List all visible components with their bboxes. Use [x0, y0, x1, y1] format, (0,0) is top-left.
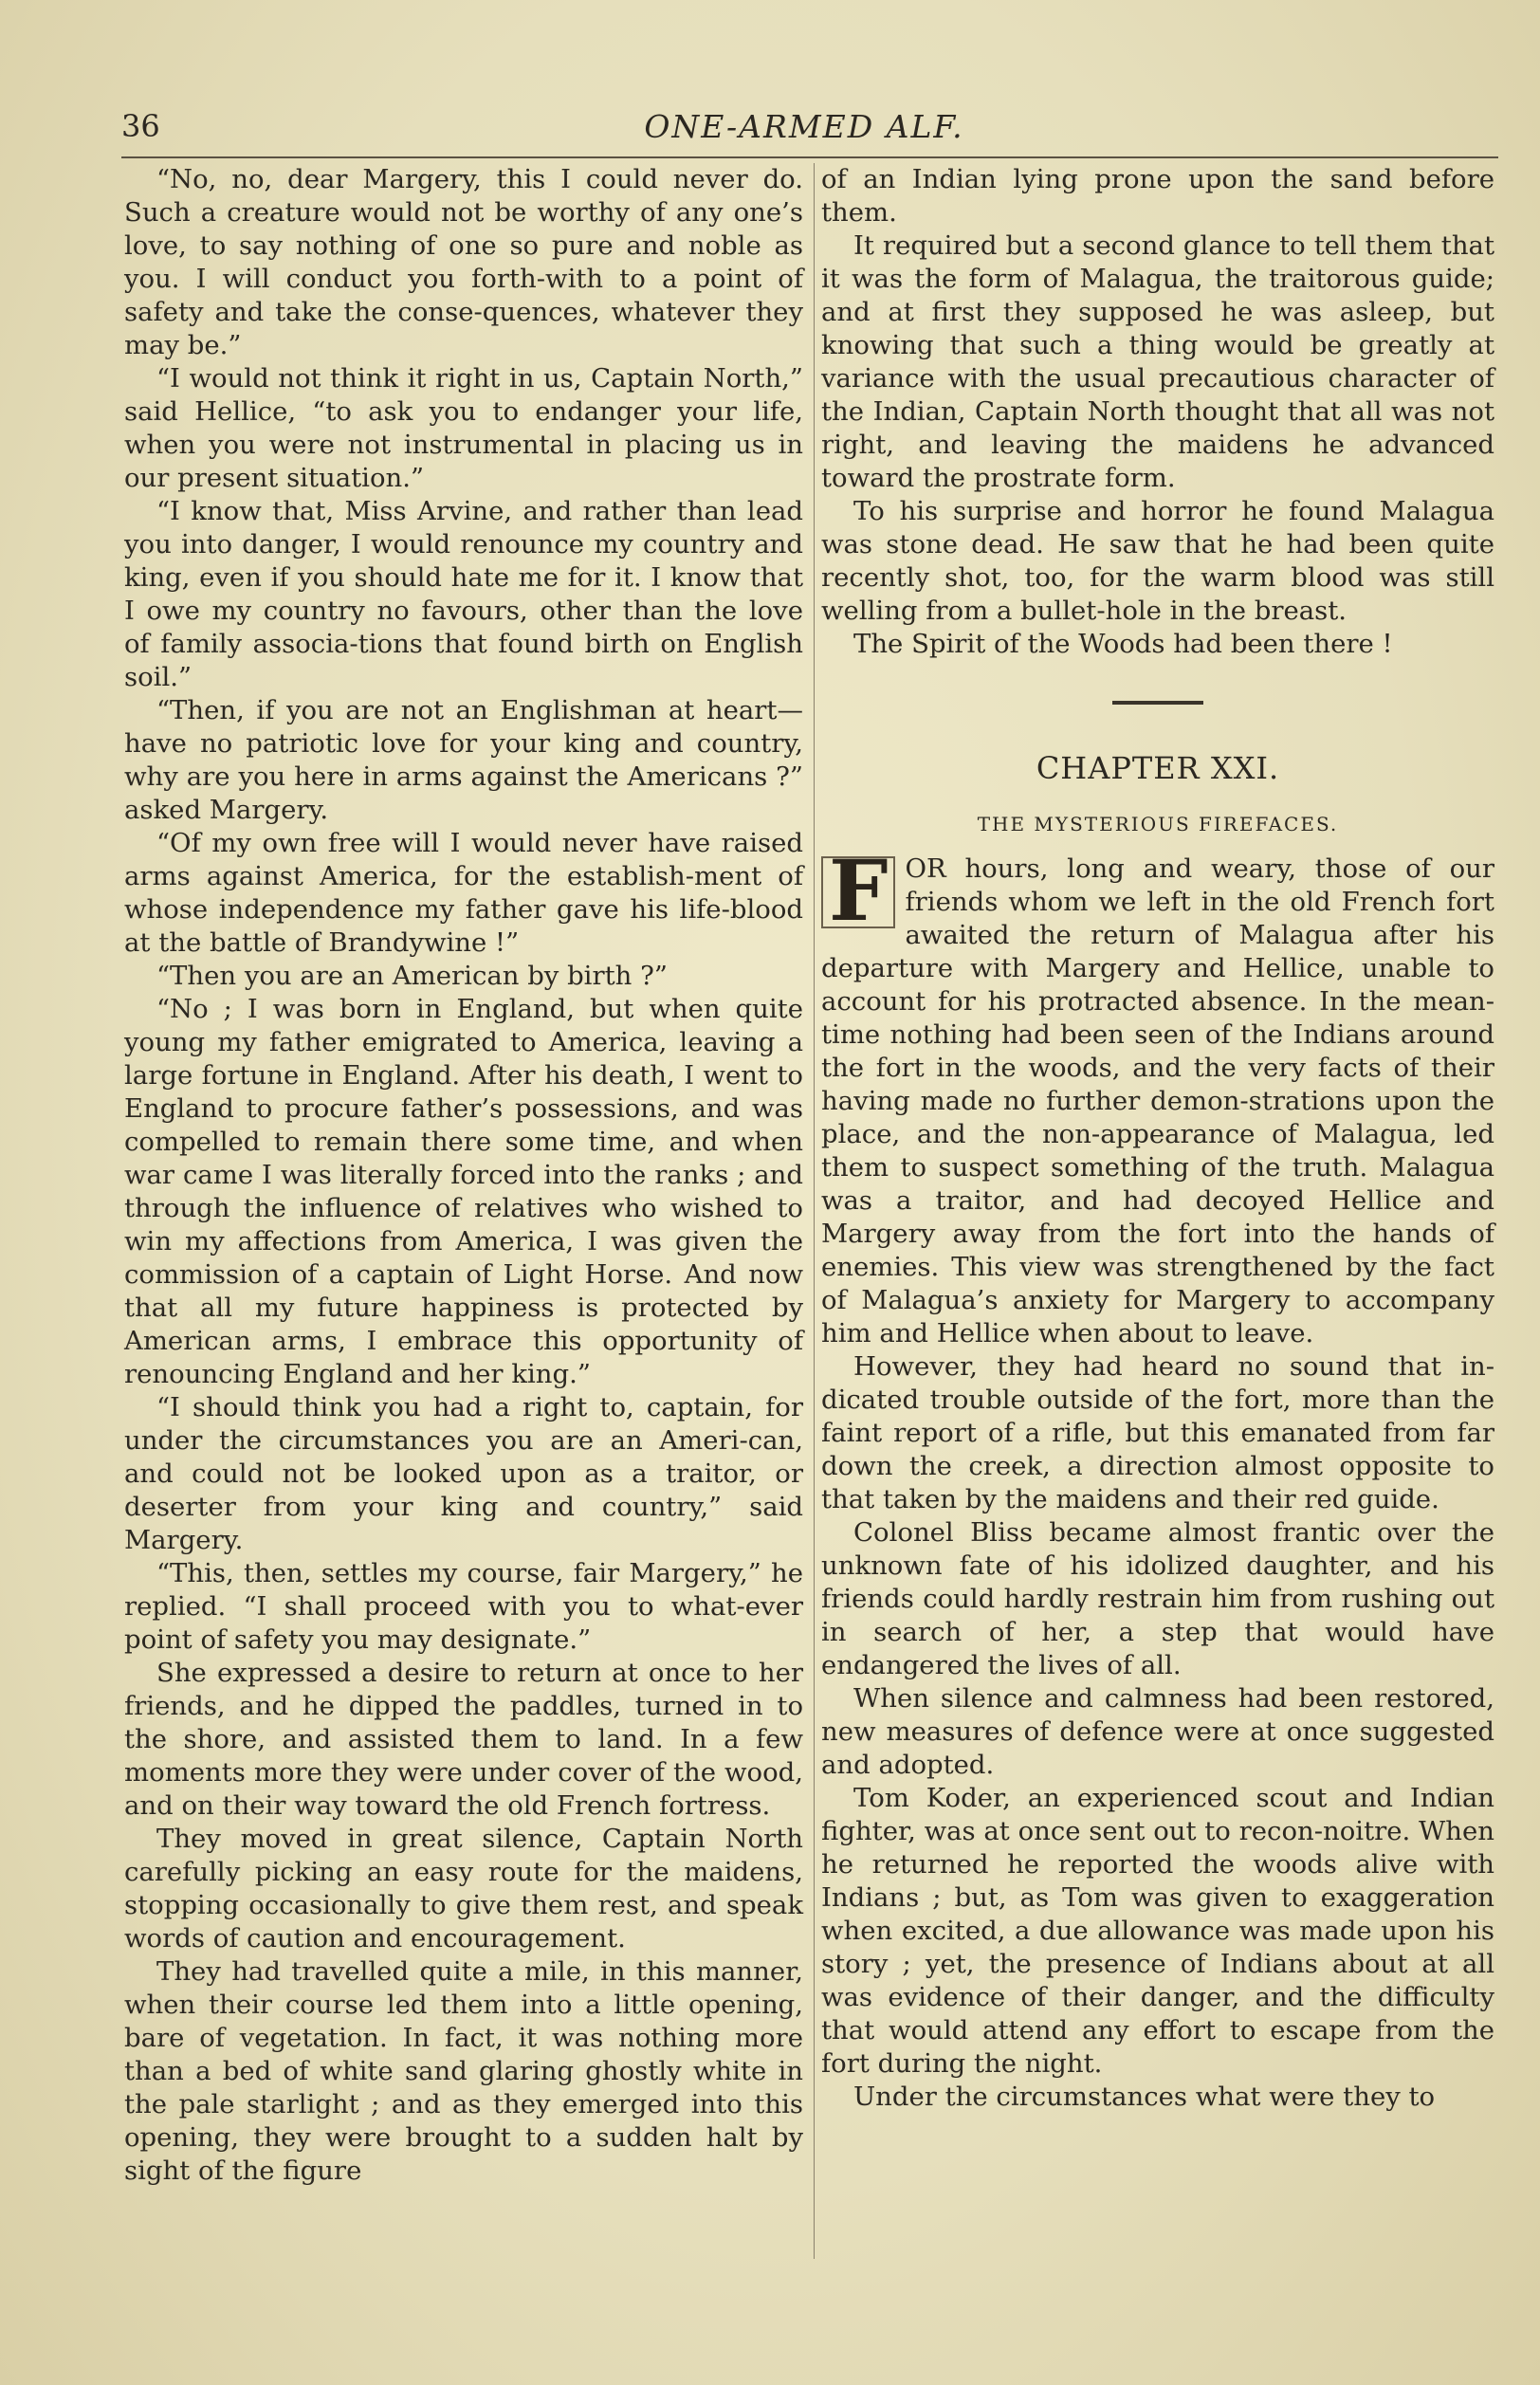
- paragraph: of an Indian lying prone upon the sand before them.: [821, 164, 1494, 228]
- paragraph-text: OR hours, long and weary, those of our friends whom we left in the old French fort awaited the return of Malagua after his departure with Margery and Hellice, unable to account for his protracted absence. In the mean-time nothing had been seen of the Indians around the fort in the woods, and the very facts of their having made no further demon-strations upon the place, and the non-appearance of Malagua, led them to suspect something of the truth. Malagua was a traitor, and had decoyed Hellice and Margery away from the fort into the hands of enemies. This view was strengthened by the fact of Malagua’s anxiety for Margery to accompany him and Hellice when about to leave.: [821, 853, 1494, 1348]
- paragraph: It required but a second glance to tell them that it was the form of Malagua, the traitorous guide; and at first they supposed he was asleep, but knowing that such a thing would be greatly at variance with the usual precautious character of the Indian, Captain North thought that all was not right, and leaving the maidens he advanced toward the prostrate form.: [821, 230, 1494, 493]
- left-column: [124, 163, 803, 2188]
- right-column: [821, 163, 1494, 2114]
- paragraph: “No, no, dear Margery, this I could never do. Such a creature would not be worthy of any one’s love, to say nothing of one so pure and noble as you. I will conduct you forth-with to a point of safety and take the conse-quences, whatever they may be.”: [124, 164, 803, 360]
- section-rule: [1112, 701, 1203, 705]
- paragraph: Tom Koder, an experienced scout and Indian fighter, was at once sent out to recon-noitre. When he returned he reported the woods alive with Indians ; but, as Tom was given to exaggeration when excited, a due allowance was made upon his story ; yet, the presence of Indians about at all was evidence of their danger, and the difficulty that would attend any effort to escape from the fort during the night.: [821, 1783, 1494, 2079]
- paragraph: They had travelled quite a mile, in this manner, when their course led them into a little opening, bare of vegetation. In fact, it was nothing more than a bed of white sand glaring ghostly white in the pale starlight ; and as they emerged into this opening, they were brought to a sudden halt by sight of the figure: [124, 1956, 803, 2186]
- paragraph: [821, 841, 1494, 1350]
- paragraph: She expressed a desire to return at once to her friends, and he dipped the paddles, turned in to the shore, and assisted them to land. In a few moments more they were under cover of the wood, and on their way toward the old French fortress.: [124, 1658, 803, 1821]
- paragraph: “Then you are an American by birth ?”: [156, 961, 668, 991]
- paragraph: However, they had heard no sound that in-dicated trouble outside of the fort, more than the faint report of a rifle, but this emanated from far down the creek, a direction almost opposite to that taken by the maidens and their red guide.: [821, 1351, 1494, 1514]
- paragraph: Colonel Bliss became almost frantic over the unknown fate of his idolized daughter, and his friends could hardly restrain him from rushing out in search of her, a step that would have endangered the lives of all.: [821, 1517, 1494, 1680]
- paragraph: They moved in great silence, Captain North carefully picking an easy route for the maidens, stopping occasionally to give them rest, and speak words of caution and encouragement.: [124, 1824, 803, 1954]
- paragraph: “This, then, settles my course, fair Margery,” he replied. “I shall proceed with you to what-ever point of safety you may designate.”: [124, 1558, 803, 1655]
- chapter-opening: [821, 841, 1494, 1350]
- column-divider: [814, 163, 815, 2259]
- chapter-subtitle: THE MYSTERIOUS FIREFACES.: [977, 813, 1339, 835]
- chapter-heading: CHAPTER XXI.: [1036, 750, 1280, 786]
- running-title: ONE-ARMED ALF.: [644, 108, 964, 145]
- header-rule: [121, 156, 1498, 158]
- paragraph: “I would not think it right in us, Captain North,” said Hellice, “to ask you to endanger your life, when you were not instrumental in placing us in our present situation.”: [124, 363, 803, 493]
- paragraph: “No ; I was born in England, but when quite young my father emigrated to America, leaving a large fortune in England. After his death, I went to England to procure father’s possessions, and was compelled to remain there some time, and when war came I was literally forced into the ranks ; and through the influence of relatives who wished to win my affections from America, I was given the commission of a captain of Light Horse. And now that all my future happiness is protected by American arms, I embrace this opportunity of renouncing England and her king.”: [124, 994, 803, 1389]
- paragraph: “I know that, Miss Arvine, and rather than lead you into danger, I would renounce my country and king, even if you should hate me for it. I know that I owe my country no favours, other than the love of family associa-tions that found birth on English soil.”: [124, 496, 803, 692]
- page-header: [121, 104, 1487, 152]
- paragraph: The Spirit of the Woods had been there !: [853, 629, 1393, 659]
- paragraph: “Then, if you are not an Englishman at heart—have no patriotic love for your king and country, why are you here in arms against the Americans ?” asked Margery.: [124, 695, 803, 825]
- paragraph: To his surprise and horror he found Malagua was stone dead. He saw that he had been quite recently shot, too, for the warm blood was still welling from a bullet-hole in the breast.: [821, 496, 1494, 626]
- paragraph: Under the circumstances what were they to: [853, 2082, 1436, 2112]
- page-number: 36: [121, 108, 160, 144]
- drop-cap: F: [821, 856, 895, 928]
- paragraph: “Of my own free will I would never have raised arms against America, for the establish-ment of whose independence my father gave his life-blood at the battle of Brandywine !”: [124, 828, 803, 958]
- paragraph: When silence and calmness had been restored, new measures of defence were at once suggested and adopted.: [821, 1683, 1494, 1780]
- paragraph: “I should think you had a right to, captain, for under the circumstances you are an Ameri-can, and could not be looked upon as a traitor, or deserter from your king and country,” said Margery.: [124, 1392, 803, 1555]
